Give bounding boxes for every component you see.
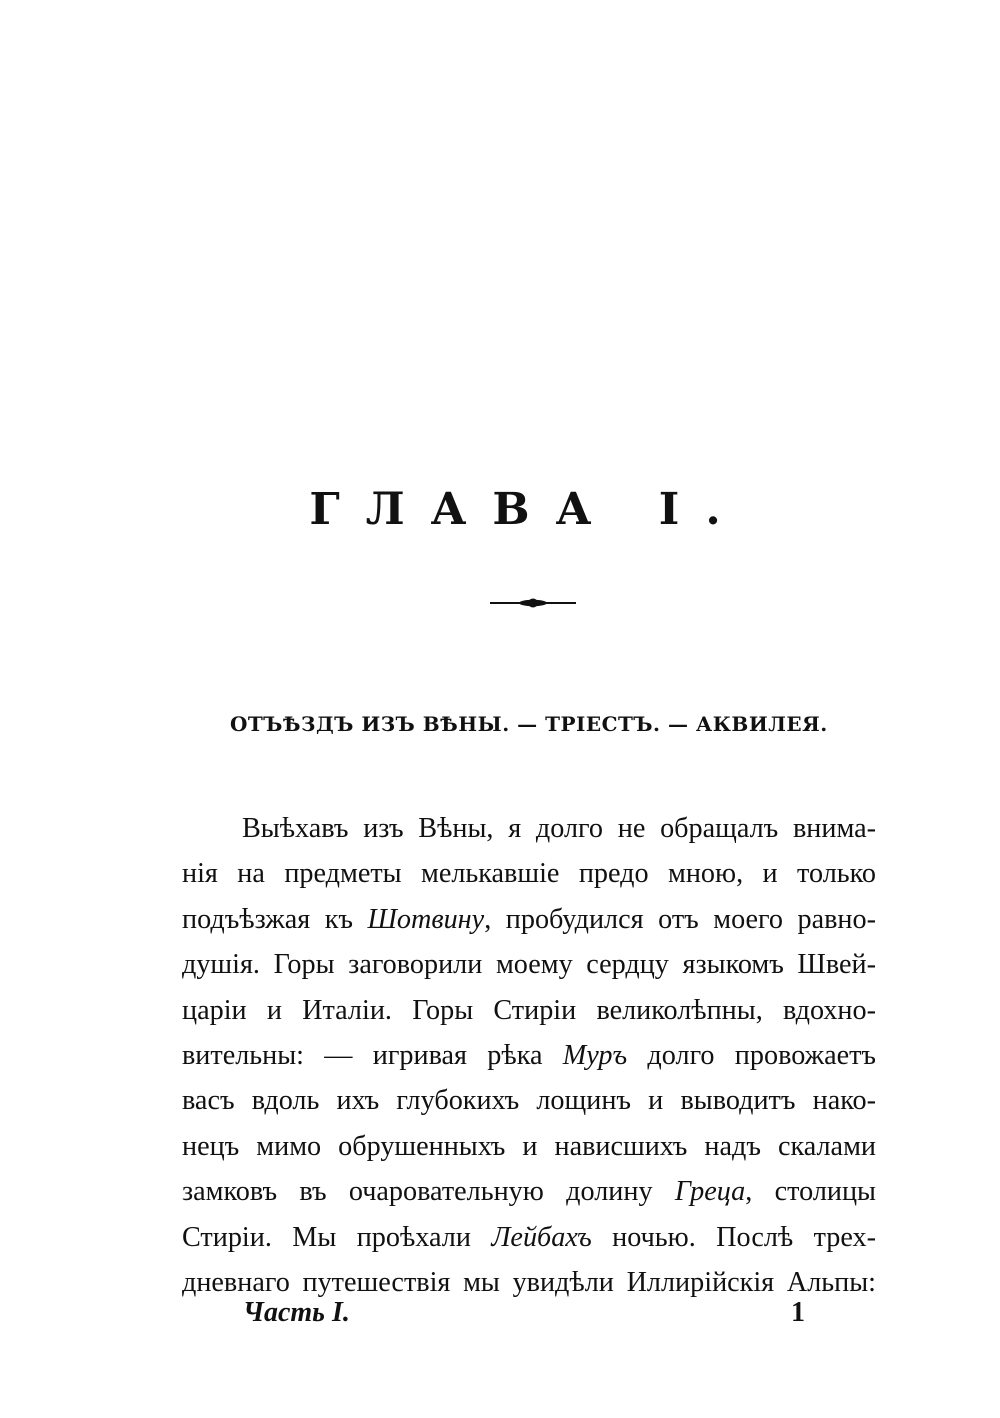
place-name: Лейбахъ [491,1221,592,1253]
text-line: вительны: — игривая рѣка Муръ долго провожаетъ [182,1039,876,1071]
text-line: дневнаго путешествія мы увидѣли Иллирійскія Альпы: [182,1266,876,1298]
ornament-divider [490,596,576,610]
part-label: Часть I. [243,1297,350,1328]
text-line: царіи и Италіи. Горы Стиріи великолѣпны, вдохно- [182,994,876,1026]
text-line: душія. Горы заговорили моему сердцу языкомъ Швей- [182,949,876,981]
page-number: 1 [791,1297,805,1328]
place-name: Греца [674,1176,746,1208]
text-line: Выѣхавъ изъ Вѣны, я долго не обращалъ внима- [242,813,876,844]
place-name: Шотвину [367,903,485,935]
page-footer [243,1293,805,1333]
text-line: васъ вдоль ихъ глубокихъ лощинъ и выводитъ нако- [182,1085,876,1117]
chapter-heading: ГЛАВА I. [309,484,747,535]
text-line: нія на предметы мелькавшіе предо мною, и только [182,858,876,890]
section-title: ОТЪѢЗДЪ ИЗЪ ВѢНЫ. — ТРІЕСТЪ. — АКВИЛЕЯ. [230,712,828,736]
text-line: замковъ въ очаровательную долину Греца, столицы [182,1176,876,1208]
text-line: подъѣзжая къ Шотвину, пробудился отъ моего равно- [182,903,876,935]
body-text [182,806,876,1305]
text-line: Стиріи. Мы проѣхали Лейбахъ ночью. Послѣ трех- [182,1221,876,1253]
text-line: нецъ мимо обрушенныхъ и нависшихъ надъ скалами [182,1130,876,1162]
place-name: Муръ [562,1039,628,1071]
